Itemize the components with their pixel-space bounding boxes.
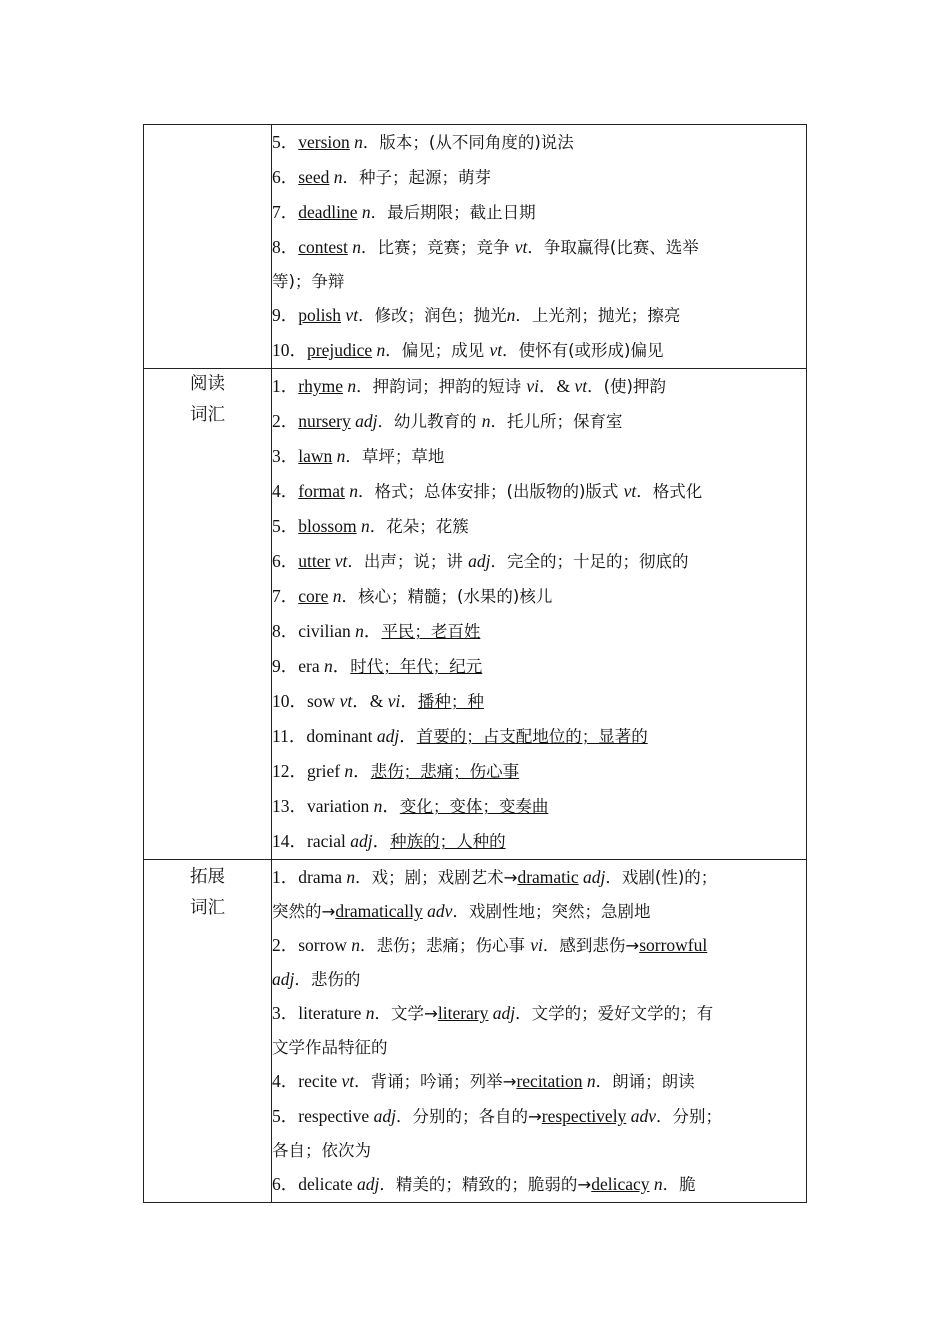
- meaning-answer: 变化；变体；变奏曲: [399, 797, 549, 816]
- derived-word: respectively: [541, 1106, 627, 1126]
- definition-text: ．完全的；十足的；彻底的: [490, 552, 689, 571]
- list-item: [272, 789, 806, 824]
- item-number: 1．: [272, 376, 299, 396]
- meaning-answer: 平民；老百姓: [381, 622, 481, 641]
- headword: prejudice: [307, 340, 373, 360]
- definition-text: 各自；依次为: [272, 1141, 371, 1160]
- definition-text: ．核心；精髓；(水果的)核儿: [341, 587, 553, 606]
- item-number: 5．: [272, 132, 299, 152]
- part-of-speech: n: [333, 167, 343, 187]
- vocab-section-row: [144, 860, 807, 1203]
- item-number: 5．: [272, 1106, 299, 1126]
- headword: sow: [307, 691, 340, 711]
- category-cell: [144, 369, 272, 860]
- item-number: 8．: [272, 621, 299, 641]
- part-of-speech: n: [360, 516, 370, 536]
- definition-text: ．格式；总体安排；(出版物的)版式: [358, 482, 624, 501]
- definition-text: ．格式化: [636, 482, 703, 501]
- list-item: [272, 474, 806, 509]
- part-of-speech: adj: [373, 1106, 396, 1126]
- item-number: 4．: [272, 481, 299, 501]
- headword: grief: [307, 761, 345, 781]
- part-of-speech: n: [653, 1174, 663, 1194]
- item-number: 14．: [272, 831, 307, 851]
- item-number: 2．: [272, 935, 299, 955]
- headword: core: [298, 586, 329, 606]
- definition-text: ．朗诵；朗读: [595, 1072, 695, 1091]
- derived-word: literary: [437, 1003, 489, 1023]
- part-of-speech: adj: [355, 411, 378, 431]
- definition-text: ．: [332, 656, 351, 676]
- part-of-speech: adj: [357, 1174, 380, 1194]
- part-of-speech: n: [506, 305, 516, 325]
- category-label: 词汇: [190, 405, 225, 425]
- headword: format: [298, 481, 345, 501]
- definition-text: ．: [399, 726, 417, 746]
- item-number: 1．: [272, 867, 299, 887]
- part-of-speech: n: [354, 132, 363, 152]
- part-of-speech: adv: [630, 1106, 656, 1126]
- part-of-speech: vt: [623, 481, 637, 501]
- definition-text: ．出声；说；讲: [347, 552, 469, 571]
- headword: literature: [298, 1003, 366, 1023]
- part-of-speech: n: [351, 935, 360, 955]
- definition-text: ．背诵；吟诵；列举→: [354, 1072, 517, 1091]
- item-number: 12．: [272, 761, 307, 781]
- item-number: 7．: [272, 586, 299, 606]
- item-number: 10．: [272, 691, 307, 711]
- definition-text: ．托儿所；保育室: [490, 412, 623, 431]
- item-number: 4．: [272, 1071, 299, 1091]
- derived-word: sorrowful: [639, 935, 708, 955]
- meaning-answer: 种族的；人种的: [390, 832, 506, 851]
- category-cell: [144, 125, 272, 369]
- headword: variation: [307, 796, 374, 816]
- part-of-speech: adj: [376, 726, 400, 746]
- definition-text: ．种子；起源；萌芽: [342, 168, 491, 187]
- headword: delicate: [298, 1174, 358, 1194]
- list-item: [272, 719, 806, 754]
- part-of-speech: vi: [530, 935, 543, 955]
- definition-text: ．: [363, 621, 382, 641]
- item-number: 7．: [272, 202, 299, 222]
- list-item: [272, 614, 806, 649]
- list-item-continuation: [272, 1134, 806, 1167]
- definition-text: ．: [372, 831, 391, 851]
- list-item-continuation: [272, 1031, 806, 1064]
- list-item: [272, 684, 806, 719]
- part-of-speech: vt: [341, 1071, 355, 1091]
- derived-word: dramatic: [517, 867, 579, 887]
- definition-text: ．花朵；花簇: [369, 517, 469, 536]
- part-of-speech: vt: [339, 691, 353, 711]
- list-item-continuation: [272, 963, 806, 996]
- headword: polish: [298, 305, 342, 325]
- list-item-continuation: 等)；争辩: [272, 272, 345, 291]
- headword: utter: [298, 551, 331, 571]
- headword: version: [298, 132, 350, 152]
- derived-word: recitation: [516, 1071, 583, 1091]
- list-item: [272, 579, 806, 614]
- part-of-speech: n: [355, 621, 364, 641]
- definition-text: ．上光剂；抛光；擦亮: [515, 306, 681, 325]
- part-of-speech: n: [352, 237, 361, 257]
- definition-text: ．比赛；竞赛；竞争: [360, 238, 515, 257]
- meaning-answer: 时代；年代；纪元: [350, 657, 483, 676]
- item-number: 9．: [272, 305, 299, 325]
- definition-text: ．最后期限；截止日期: [370, 203, 536, 222]
- item-number: 6．: [272, 551, 299, 571]
- definition-text: ．版本；(从不同角度的)说法: [362, 133, 574, 152]
- part-of-speech: adj: [272, 969, 295, 989]
- part-of-speech: adj: [583, 867, 606, 887]
- item-number: 3．: [272, 1003, 299, 1023]
- headword: civilian: [298, 621, 356, 641]
- headword: rhyme: [298, 376, 343, 396]
- category-label: 词汇: [190, 898, 225, 918]
- definition-text: ．文学的；爱好文学的；有: [515, 1004, 714, 1023]
- headword: dominant: [306, 726, 377, 746]
- definition-text: 文学作品特征的: [272, 1038, 388, 1057]
- item-number: 11．: [272, 726, 307, 746]
- definition-text: ．修改；润色；抛光: [358, 306, 507, 325]
- part-of-speech: n: [347, 376, 357, 396]
- part-of-speech: n: [344, 761, 354, 781]
- part-of-speech: adj: [492, 1003, 516, 1023]
- part-of-speech: n: [349, 481, 359, 501]
- definition-text: ．戏剧(性)的；: [605, 868, 718, 887]
- definition-text: ．脆: [662, 1175, 696, 1194]
- definition-text: ．精美的；精致的；脆弱的→: [379, 1175, 592, 1194]
- definition-text: ．(使)押韵: [587, 377, 666, 396]
- definition-text: ．分别的；各自的→: [395, 1107, 542, 1126]
- part-of-speech: vt: [345, 305, 359, 325]
- definition-text: ．争取赢得(比赛、选举: [527, 238, 699, 257]
- definition-text: ．使怀有(或形成)偏见: [502, 341, 664, 360]
- definition-text: ．分别；: [655, 1107, 722, 1126]
- part-of-speech: vi: [526, 376, 539, 396]
- part-of-speech: n: [481, 411, 491, 431]
- meaning-answer: 悲伤；悲痛；伤心事: [370, 762, 520, 781]
- vocabulary-table: [143, 124, 807, 1203]
- item-number: 10．: [272, 340, 307, 360]
- list-item: [272, 649, 806, 684]
- part-of-speech: n: [332, 586, 342, 606]
- list-item: [272, 860, 806, 895]
- part-of-speech: vt: [489, 340, 503, 360]
- definition-text: ．&: [352, 691, 388, 711]
- definition-text: ．押韵词；押韵的短诗: [356, 377, 527, 396]
- definition-text: ．戏剧性地；突然；急剧地: [452, 902, 651, 921]
- derived-word: delicacy: [591, 1174, 650, 1194]
- item-number: 8．: [272, 237, 299, 257]
- list-item: [272, 996, 806, 1031]
- headword: nursery: [298, 411, 351, 431]
- definition-text: ．草坪；草地: [345, 447, 445, 466]
- definition-text: ．文学→: [374, 1004, 438, 1023]
- definition-text: ．偏见；成见: [385, 341, 490, 360]
- vocab-section-row: [144, 125, 807, 369]
- category-cell: [144, 860, 272, 1203]
- part-of-speech: adv: [427, 901, 453, 921]
- vocab-section-row: [144, 369, 807, 860]
- part-of-speech: adj: [468, 551, 491, 571]
- item-number: 9．: [272, 656, 299, 676]
- part-of-speech: n: [324, 656, 333, 676]
- list-item: [272, 1064, 806, 1099]
- item-number: 2．: [272, 411, 299, 431]
- list-item: [272, 195, 806, 230]
- list-item: [272, 544, 806, 579]
- definition-text: 突然的→: [272, 902, 336, 921]
- list-item: [272, 160, 806, 195]
- headword: lawn: [298, 446, 333, 466]
- word-list-cell: [272, 125, 807, 369]
- headword: recite: [298, 1071, 342, 1091]
- list-item: [272, 230, 806, 265]
- definition-text: ．&: [538, 376, 575, 396]
- part-of-speech: n: [365, 1003, 375, 1023]
- list-item: [272, 1167, 806, 1202]
- category-label: 阅读: [190, 374, 225, 394]
- headword: blossom: [298, 516, 357, 536]
- definition-text: ．: [353, 761, 371, 781]
- part-of-speech: n: [586, 1071, 596, 1091]
- part-of-speech: adj: [350, 831, 373, 851]
- meaning-answer: 播种；种: [417, 692, 484, 711]
- item-number: 5．: [272, 516, 299, 536]
- list-item: [272, 125, 806, 160]
- derived-word: dramatically: [335, 901, 423, 921]
- list-item: [272, 509, 806, 544]
- word-list-cell: [272, 369, 807, 860]
- part-of-speech: vt: [334, 551, 348, 571]
- part-of-speech: vt: [574, 376, 588, 396]
- headword: racial: [307, 831, 351, 851]
- part-of-speech: vt: [514, 237, 528, 257]
- item-number: 6．: [272, 167, 299, 187]
- part-of-speech: n: [336, 446, 346, 466]
- list-item: [272, 824, 806, 859]
- part-of-speech: n: [373, 796, 383, 816]
- meaning-answer: 首要的；占支配地位的；显著的: [416, 727, 648, 746]
- definition-text: ．: [382, 796, 400, 816]
- item-number: 3．: [272, 446, 299, 466]
- part-of-speech: n: [346, 867, 356, 887]
- part-of-speech: n: [376, 340, 386, 360]
- part-of-speech: n: [361, 202, 371, 222]
- word-list-cell: [272, 860, 807, 1203]
- list-item: [272, 369, 806, 404]
- headword: seed: [298, 167, 330, 187]
- headword: contest: [298, 237, 348, 257]
- definition-text: ．悲伤的: [294, 970, 361, 989]
- definition-text: ．悲伤；悲痛；伤心事: [359, 936, 531, 955]
- definition-text: ．幼儿教育的: [377, 412, 482, 431]
- definition-text: ．戏；剧；戏剧艺术→: [355, 868, 518, 887]
- list-item: [272, 404, 806, 439]
- item-number: 13．: [272, 796, 307, 816]
- list-item: [272, 298, 806, 333]
- list-item: [272, 754, 806, 789]
- list-item: [272, 1099, 806, 1134]
- list-item: [272, 439, 806, 474]
- headword: drama: [298, 867, 347, 887]
- headword: respective: [298, 1106, 374, 1126]
- headword: era: [298, 656, 324, 676]
- definition-text: ．: [400, 691, 418, 711]
- item-number: 6．: [272, 1174, 299, 1194]
- list-item-continuation: [272, 895, 806, 928]
- headword: sorrow: [298, 935, 352, 955]
- part-of-speech: vi: [387, 691, 401, 711]
- definition-text: ．感到悲伤→: [542, 936, 640, 955]
- category-label: 拓展: [190, 867, 225, 887]
- list-item: [272, 928, 806, 963]
- list-item: [272, 333, 806, 368]
- headword: deadline: [298, 202, 358, 222]
